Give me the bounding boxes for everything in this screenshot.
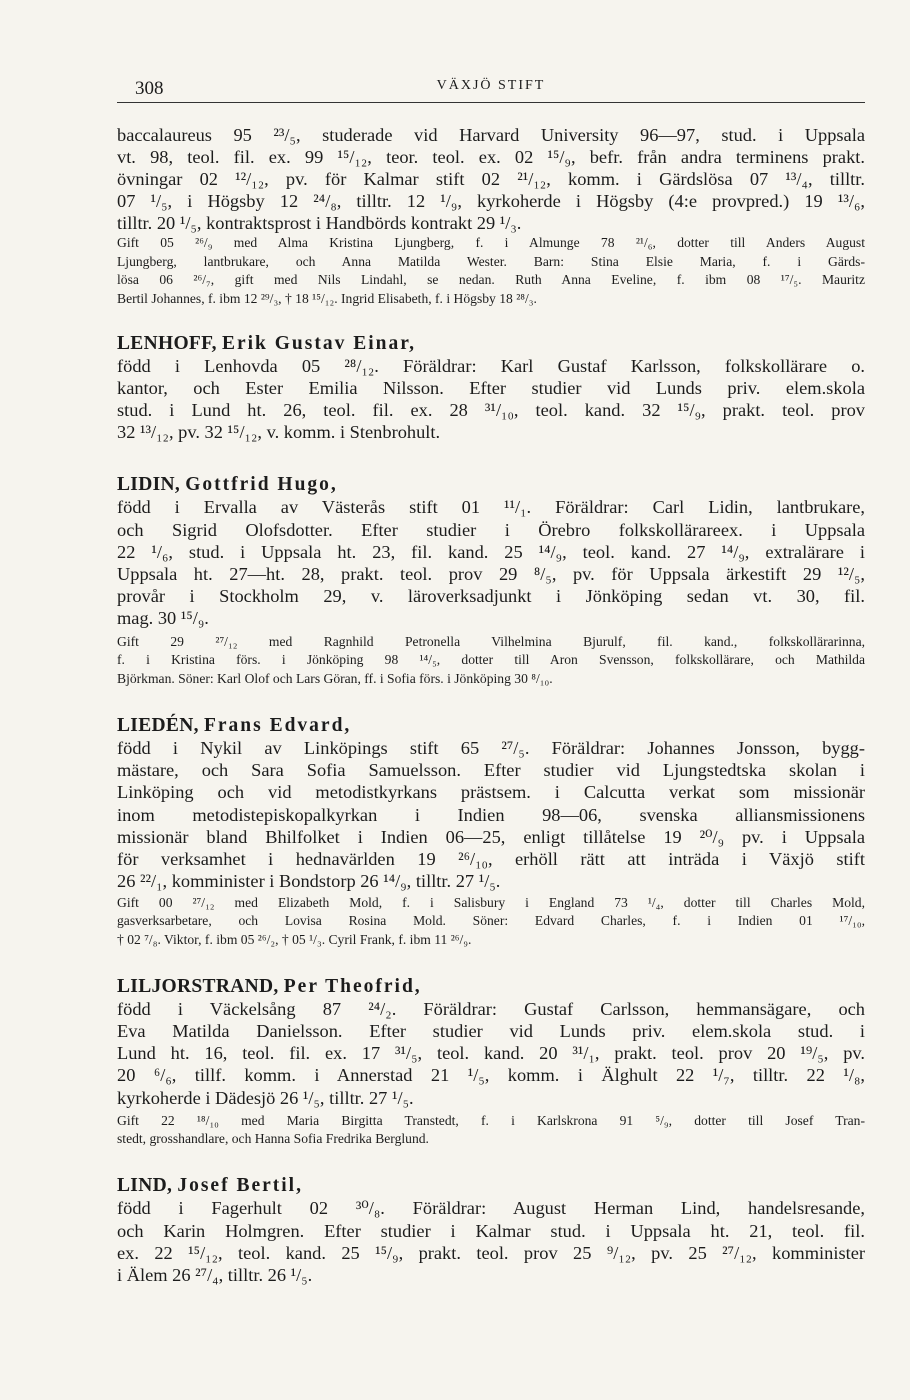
body-line: baccalaureus 95 ²³/₅, studerade vid Harvard University 96—97, stud. i Uppsala	[117, 125, 865, 145]
running-title: VÄXJÖ STIFT	[436, 78, 546, 93]
body-line: kyrkoherde i Dädesjö 26 ¹/₅, tilltr. 27 ¹/₅.	[117, 1087, 414, 1108]
body-line: och Karin Holmgren. Efter studier i Kalmar stud. i Uppsala ht. 21, teol. fil.	[117, 1220, 865, 1241]
body-line: provår i Stockholm 29, v. läroverksadjunkt i Jönköping sedan vt. 30, fil.	[117, 585, 865, 606]
body-line: född i Lenhovda 05 ²⁸/₁₂. Föräldrar: Karl Gustaf Karlsson, folkskollärare o.	[117, 356, 865, 377]
family-note-line: Gift 00 ²⁷/₁₂ med Elizabeth Mold, f. i Salisbury i England 73 ¹/₄, dotter till Charles Mold,	[117, 894, 865, 910]
entry-surname: LIDIN,	[117, 474, 181, 496]
family-note-line: Ljungberg, lantbrukare, och Anna Matilda Wester. Barn: Stina Elsie Maria, f. i Gärds-	[117, 253, 865, 269]
body-line: 22 ¹/₆, stud. i Uppsala ht. 23, fil. kand. 25 ¹⁴/₉, teol. kand. 27 ¹⁴/₉, extralärare i	[117, 541, 865, 562]
body-line: Eva Matilda Danielsson. Efter studier vid Lunds priv. elem.skola stud. i	[117, 1021, 865, 1042]
body-line: 32 ¹³/₁₂, pv. 32 ¹⁵/₁₂, v. komm. i Stenbrohult.	[117, 422, 441, 443]
entry-heading	[117, 975, 865, 998]
family-note-line: stedt, grosshandlare, och Hanna Sofia Fredrika Berglund.	[117, 1131, 429, 1146]
page-header	[117, 74, 865, 103]
body-line: tilltr. 20 ¹/₅, kontraktsprost i Handbörds kontrakt 29 ¹/₃.	[117, 213, 522, 234]
entry-surname: LILJORSTRAND,	[117, 976, 279, 998]
body-line: för verksamhet i hednavärlden 19 ²⁶/₁₀, erhöll rätt att inträda i Växjö stift	[117, 848, 865, 869]
body-line: övningar 02 ¹²/₁₂, pv. för Kalmar stift 02 ²¹/₁₂, komm. i Gärdslösa 07 ¹³/₄, tilltr.	[117, 169, 865, 190]
biography-entry	[117, 124, 865, 308]
biography-entry	[117, 1174, 865, 1285]
entry-surname: LIND,	[117, 1175, 173, 1197]
entry-heading	[117, 332, 865, 355]
family-note-line: gasverksarbetare, och Lovisa Rosina Mold. Söner: Edvard Charles, f. i Indien 01 ¹⁷/₁₀,	[117, 913, 865, 929]
biography-entry	[117, 332, 865, 443]
entry-given-names: Gottfrid Hugo,	[185, 474, 338, 496]
entry-surname: LIEDÉN,	[117, 715, 199, 737]
body-line: ex. 22 ¹⁵/₁₂, teol. kand. 25 ¹⁵/₉, prakt. teol. prov 25 ⁹/₁₂, pv. 25 ²⁷/₁₂, komminister	[117, 1242, 865, 1263]
family-note-line: Gift 29 ²⁷/₁₂ med Ragnhild Petronella Vilhelmina Bjurulf, fil. kand., folkskollärarinna,	[117, 634, 865, 650]
body-line: stud. i Lund ht. 26, teol. fil. ex. 28 ³¹/₁₀, teol. kand. 32 ¹⁵/₉, prakt. teol. prov	[117, 400, 865, 421]
biography-entry	[117, 714, 865, 949]
body-line: mag. 30 ¹⁵/₉.	[117, 607, 209, 628]
body-line: Linköping och vid metodistkyrkans prästsem. i Calcutta verkat som missionär	[117, 782, 865, 803]
biography-entry	[117, 975, 865, 1148]
body-line: 26 ²²/₁, komminister i Bondstorp 26 ¹⁴/₉, tilltr. 27 ¹/₅.	[117, 870, 501, 891]
body-line: 07 ¹/₅, i Högsby 12 ²⁴/₈, tilltr. 12 ¹/₉, kyrkoherde i Högsby (4:e provpred.) 19 ¹³/₆,	[117, 191, 865, 212]
entry-heading	[117, 1174, 865, 1197]
page-number: 308	[135, 78, 164, 99]
body-line: mästare, och Sara Sofia Samuelsson. Efter studier vid Ljungstedtska skolan i	[117, 760, 865, 781]
body-line: Lund ht. 16, teol. fil. ex. 17 ³¹/₅, teol. kand. 20 ³¹/₁, prakt. teol. prov 20 ¹⁹/₅, pv.	[117, 1043, 865, 1064]
body-line: och Sigrid Olofsdotter. Efter studier i Örebro folkskollärareex. i Uppsala	[117, 519, 865, 540]
entry-given-names: Josef Bertil,	[177, 1175, 303, 1197]
entry-heading	[117, 714, 865, 737]
family-note-line: † 02 ⁷/₈. Viktor, f. ibm 05 ²⁶/₂, † 05 ¹/₃. Cyril Frank, f. ibm 11 ²⁶/₉.	[117, 931, 472, 947]
body-line: inom metodistepiskopalkyrkan i Indien 98—06, svenska alliansmissionens	[117, 804, 865, 825]
entry-given-names: Frans Edvard,	[203, 715, 352, 737]
body-line: född i Ervalla av Västerås stift 01 ¹¹/₁. Föräldrar: Carl Lidin, lantbrukare,	[117, 497, 865, 518]
family-note-line: Gift 22 ¹⁸/₁₀ med Maria Birgitta Transtedt, f. i Karlskrona 91 ⁵/₉, dotter till Josef Tran-	[117, 1112, 865, 1128]
body-line: i Älem 26 ²⁷/₄, tilltr. 26 ¹/₅.	[117, 1264, 313, 1285]
body-line: 20 ⁶/₆, tillf. komm. i Annerstad 21 ¹/₅, komm. i Älghult 22 ¹/₇, tilltr. 22 ¹/₈,	[117, 1065, 865, 1086]
family-note-line: Gift 05 ²⁶/₉ med Alma Kristina Ljungberg, f. i Almunge 78 ²¹/₆, dotter till Anders August	[117, 235, 865, 251]
body-line: född i Nykil av Linköpings stift 65 ²⁷/₅. Föräldrar: Johannes Jonsson, bygg-	[117, 738, 865, 759]
page-text	[117, 124, 865, 1286]
body-line: Uppsala ht. 27—ht. 28, prakt. teol. prov 29 ⁸/₅, pv. för Uppsala ärkestift 29 ¹²/₅,	[117, 563, 865, 584]
body-line: kantor, och Ester Emilia Nilsson. Efter studier vid Lunds priv. elem.skola	[117, 378, 865, 399]
biography-entry	[117, 473, 865, 688]
body-line: vt. 98, teol. fil. ex. 99 ¹⁵/₁₂, teor. teol. ex. 02 ¹⁵/₉, befr. från andra terminens prakt.	[117, 147, 865, 168]
family-note-line: lösa 06 ²⁶/₇, gift med Nils Lindahl, se nedan. Ruth Anna Eveline, f. ibm 08 ¹⁷/₅. Mauritz	[117, 272, 865, 288]
entry-given-names: Erik Gustav Einar,	[221, 333, 416, 355]
entry-given-names: Per Theofrid,	[283, 976, 422, 998]
family-note-line: Björkman. Söner: Karl Olof och Lars Göran, ff. i Sofia förs. i Jönköping 30 ⁸/₁₀.	[117, 670, 553, 686]
body-line: född i Väckelsång 87 ²⁴/₂. Föräldrar: Gustaf Carlsson, hemmansägare, och	[117, 999, 865, 1020]
entry-surname: LENHOFF,	[117, 333, 217, 355]
entry-heading	[117, 473, 865, 496]
family-note-line: Bertil Johannes, f. ibm 12 ²⁹/₃, † 18 ¹⁵/₁₂. Ingrid Elisabeth, f. i Högsby 18 ²⁸/₃.	[117, 290, 537, 306]
body-line: född i Fagerhult 02 ³⁰/₈. Föräldrar: August Herman Lind, handelsresande,	[117, 1198, 865, 1219]
body-line: missionär bland Bhilfolket i Indien 06—25, enligt tillåtelse 19 ²⁰/₉ pv. i Uppsala	[117, 826, 865, 847]
family-note-line: f. i Kristina förs. i Jönköping 98 ¹⁴/₅, dotter till Aron Svensson, folkskollärare, och Mathilda	[117, 652, 865, 668]
